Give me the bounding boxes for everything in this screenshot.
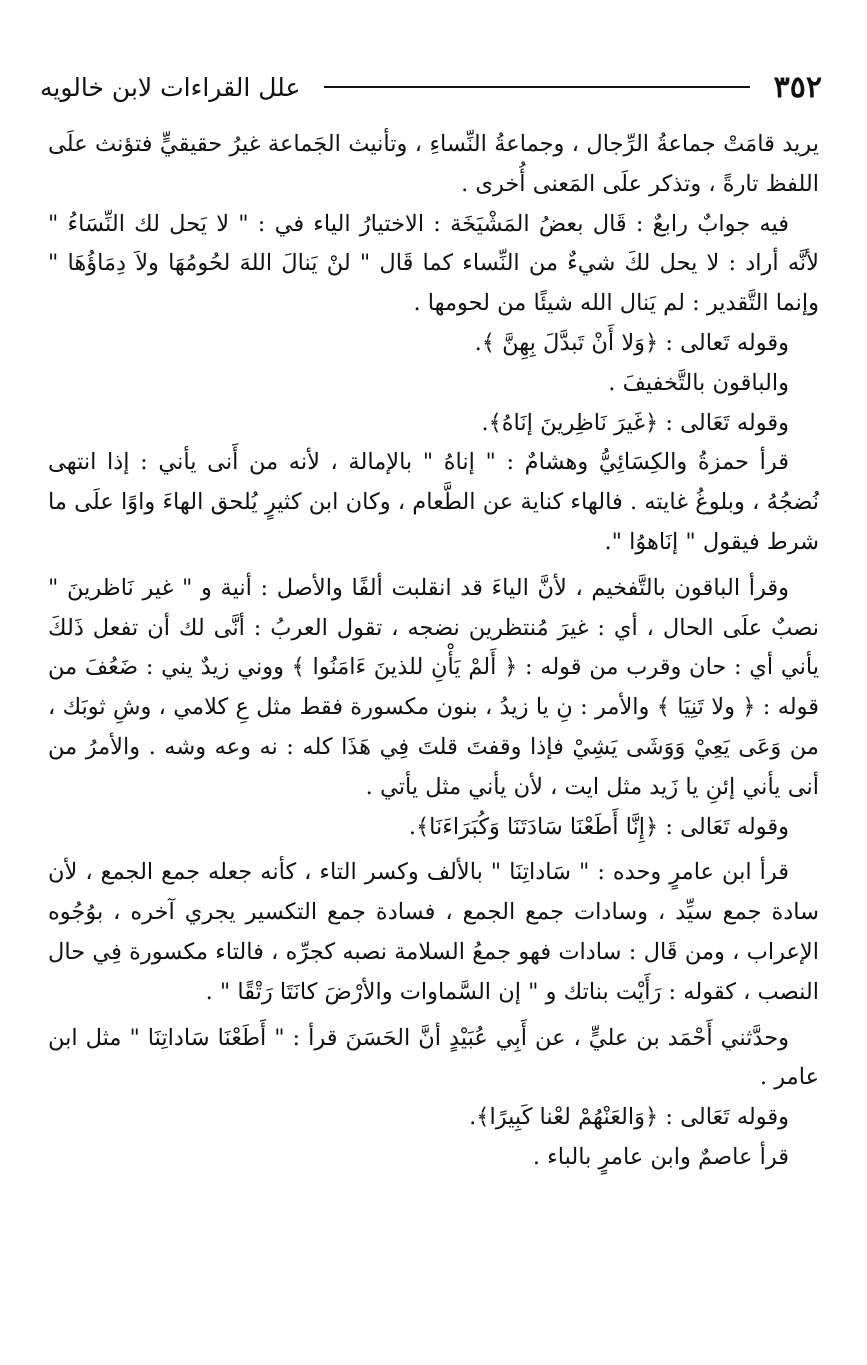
paragraph: وحدَّثني أَحْمَد بن عليٍّ ، عن أَبِي عُبَيْدٍ أنَّ الحَسَنَ قرأ : " أَطَعْنَا سَاداتِنَا " مثل ابن عامر . (48, 1024, 819, 1091)
paragraph: قرأ ابن عامرٍ وحده : " سَاداتِنَا " بالألف وكسر التاء ، كأنه جعله جمع الجمع ، لأن سادة جمع سيِّد ، وسادات جمع الجمع ، فسادة جمع التكسير يجري آخره ، بوُجُوه الإعراب ، ومن قَال : سادات فهو جمعُ السلامة نصبه كجرِّه ، فالتاء مكسورة فِي حال النصب ، كقوله : رَأَيْت بناتك و " إن السَّماوات والأرْضَ كانَتَا رَتْقًا " . (48, 859, 819, 1005)
paragraph: قرأ عاصمٌ وابن عامرٍ بالباء . (532, 1143, 789, 1170)
header-rule (324, 86, 749, 88)
paragraph: قرأ حمزةُ والكِسَائِيُّ وهشامٌ : " إناهُ " بالإمالة ، لأنه من أَنى يأني : إذا انتهى نُضجُهُ ، وبلوغُ غايته . فالهاء كناية عن الطَّعام ، وكان ابن كثيرٍ يُلحق الهاءَ واوًا علَى ما شرط فيقول " إنَاهوُا ". (48, 449, 819, 555)
verse-line: وقوله تَعَالى : ﴿إِنَّا أَطَعْنَا سَادَتَنَا وَكُبَرَاءَنَا﴾. (408, 813, 789, 840)
running-title: علل القراءات لابن خالويه (40, 72, 301, 102)
verse-line: وقوله تَعالى : ﴿وَلا أَنْ تَبدَّلَ بِهِنَّ ﴾. (474, 329, 789, 356)
paragraph: وقرأ الباقون بالتَّفخيم ، لأنَّ الياءَ قد انقلبت ألفًا والأصل : أنية و " غير نَاظرينَ " نصبٌ علَى الحال ، أي : غيرَ مُنتظرين نضجه ، تقول العربُ : أنَّى لك أن تفعل ذَلكَ يأني أي : حان وقرب من قوله : ﴿ أَلمْ يَأْنِ للذينَ ءَامَنُوا ﴾ ووني زيدٌ يني : ضَعُفَ من قوله : ﴿ ولا تَنِيَا ﴾ والأمر : نِ يا زيدُ ، بنون مكسورة فقط مثل عِ كلامي ، وشِ ثوبَك ، من وَعَى يَعِيْ وَوَشَى يَشِيْ فإذا وقفتَ قلتَ فِي هَذَا كله : نه وعه وشه . والأمرُ من أنى يأني إئنِ يا زَيد مثل ايت ، لأن يأني مثل يأتي . (48, 574, 819, 800)
paragraph: فيه جوابٌ رابعٌ : قَال بعضُ المَشْيَخَة : الاختيارُ الياء في : " لا يَحل لك النِّسَاءُ " لأنَّه أراد : لا يحل لكَ شيءٌ من النِّساء كما قَال " لنْ يَنالَ اللهَ لحُومُهَا ولاَ دِمَاؤُهَا " وإنما التَّقدير : لم يَنال الله شيئًا من لحومها . (48, 210, 819, 317)
verse-line: وقوله تَعَالى : ﴿غَيرَ نَاظِرينَ إنَاهُ﴾. (481, 409, 789, 436)
page-header (40, 62, 822, 112)
page-body (48, 125, 819, 1178)
verse-line: وقوله تَعَالى : ﴿وَالعَنْهُمْ لعْنا كَبِيرًا﴾. (469, 1104, 789, 1131)
page-number: ٣٥٢ (773, 69, 822, 105)
paragraph: يريد قامَتْ جماعةُ الرِّجال ، وجماعةُ النِّساءِ ، وتأنيث الجَماعة غيرُ حقيقيٍّ فتؤنث علَى اللفظ تارةً ، وتذكر علَى المَعنى أُخرى . (48, 131, 819, 197)
paragraph: والباقون بالتَّخفيفَ . (608, 369, 789, 396)
